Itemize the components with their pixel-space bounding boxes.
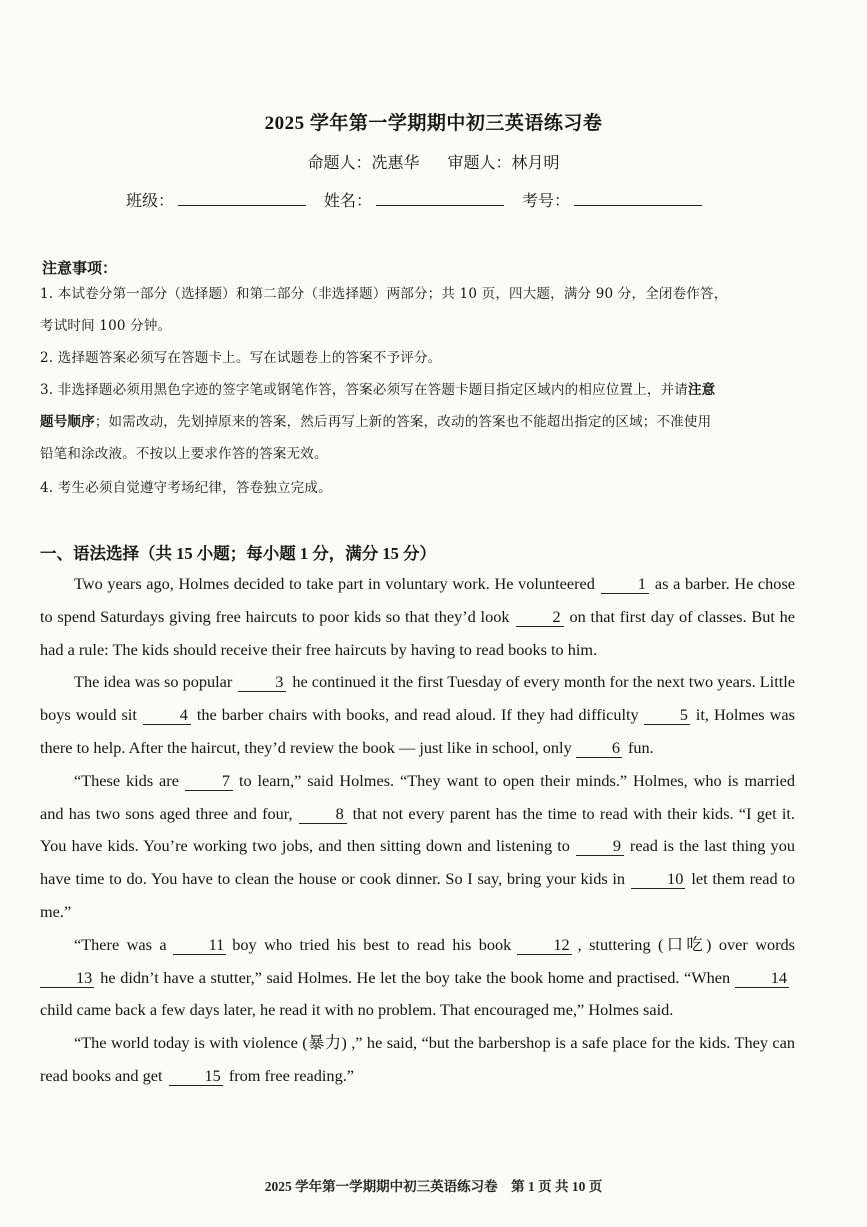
class-label: 班级：	[126, 193, 175, 210]
note-3-end: 铅笔和涂改液。不按以上要求作答的答案无效。	[40, 446, 328, 462]
note-1-cont: 考试时间 100 分钟。	[40, 318, 172, 334]
blank-13: 13	[40, 969, 94, 988]
exam-title: 2025 学年第一学期期中初三英语练习卷	[264, 113, 603, 134]
blank-4: 4	[143, 706, 191, 725]
section-title: 一、语法选择（共 15 小题；每小题 1 分，满分 15 分）	[40, 544, 436, 563]
notes-title: 注意事项：	[42, 261, 118, 277]
note-4: 4. 考生必须自觉遵守考场纪律，答卷独立完成。	[40, 480, 332, 496]
blank-10: 10	[631, 870, 685, 889]
paragraph-4: “There was a 11 boy who tried his best to read his book 12 , stuttering (口吃) over words 13 he didn’t have a stutter,” said Holmes. He let the boy take the book home and practised. “When 14child came back a few days later, he read it with no problem. That encouraged me,” Holmes said.	[40, 934, 795, 1020]
blank-12: 12	[517, 936, 571, 955]
note-3: 3. 非选择题必须用黑色字迹的签字笔或钢笔作答，答案必须写在答题卡题目指定区域内的相应位置上，并请注意	[40, 382, 716, 398]
paragraph-3: “These kids are 7 to learn,” said Holmes. “They want to open their minds.” Holmes, who is married and has two sons aged three and four, 8 that not every parent has the time to read with their kids. “I get it. You have kids. You’re working two jobs, and then sitting down and listening to 9 read is the last thing you have time to do. You have to clean the house or cook dinner. So I say, bring your kids in 10 let them read to me.”	[40, 770, 795, 921]
paragraph-2: The idea was so popular 3 he continued it the first Tuesday of every month for the next two years. Little boys would sit 4 the barber chairs with books, and read aloud. If they had difficulty 5 it, Holmes was there to help. After the haircut, they’d review the book — just like in school, only 6 fun.	[40, 672, 795, 757]
setter-label: 命题人：冼惠华	[307, 155, 420, 172]
blank-15: 15	[169, 1067, 223, 1086]
name-label: 姓名：	[324, 193, 373, 210]
class-blank	[178, 191, 306, 206]
student-info-line	[126, 188, 702, 211]
paragraph-1: Two years ago, Holmes decided to take part in voluntary work. He volunteered 1 as a barber. He chose to spend Saturdays giving free haircuts to poor kids so that they’d look 2 on that first day of classes. But he had a rule: The kids should receive their free haircuts by having to read books to him.	[40, 574, 796, 659]
reviewer-label: 审题人：林月明	[447, 155, 560, 172]
note-1: 1. 本试卷分第一部分（选择题）和第二部分（非选择题）两部分；共 10 页，四大题，满分 90 分，全闭卷作答，	[40, 286, 728, 302]
paragraph-5: “The world today is with violence (暴力) ,” he said, “but the barbershop is a safe place for the kids. They can read books and get 15 from free reading.”	[40, 1033, 795, 1085]
blank-8: 8	[299, 805, 347, 824]
blank-5: 5	[644, 706, 690, 725]
blank-7: 7	[185, 772, 233, 791]
name-blank	[376, 191, 504, 206]
number-label: 考号：	[522, 193, 571, 210]
note-3-cont: 题号顺序；如需改动，先划掉原来的答案，然后再写上新的答案，改动的答案也不能超出指定的区域；不准使用	[40, 414, 712, 430]
blank-11: 11	[173, 936, 227, 955]
blank-1: 1	[601, 575, 649, 594]
blank-3: 3	[238, 673, 286, 692]
page-footer: 2025 学年第一学期期中初三英语练习卷 第 1 页 共 10 页	[264, 1179, 603, 1194]
blank-9: 9	[576, 837, 624, 856]
note-2: 2. 选择题答案必须写在答题卡上。写在试题卷上的答案不予评分。	[40, 350, 442, 366]
number-blank	[574, 191, 702, 206]
cloze-passage	[40, 568, 795, 1093]
blank-14: 14	[735, 969, 789, 988]
authors-line	[0, 150, 867, 173]
blank-6: 6	[576, 739, 622, 758]
blank-2: 2	[516, 608, 564, 627]
